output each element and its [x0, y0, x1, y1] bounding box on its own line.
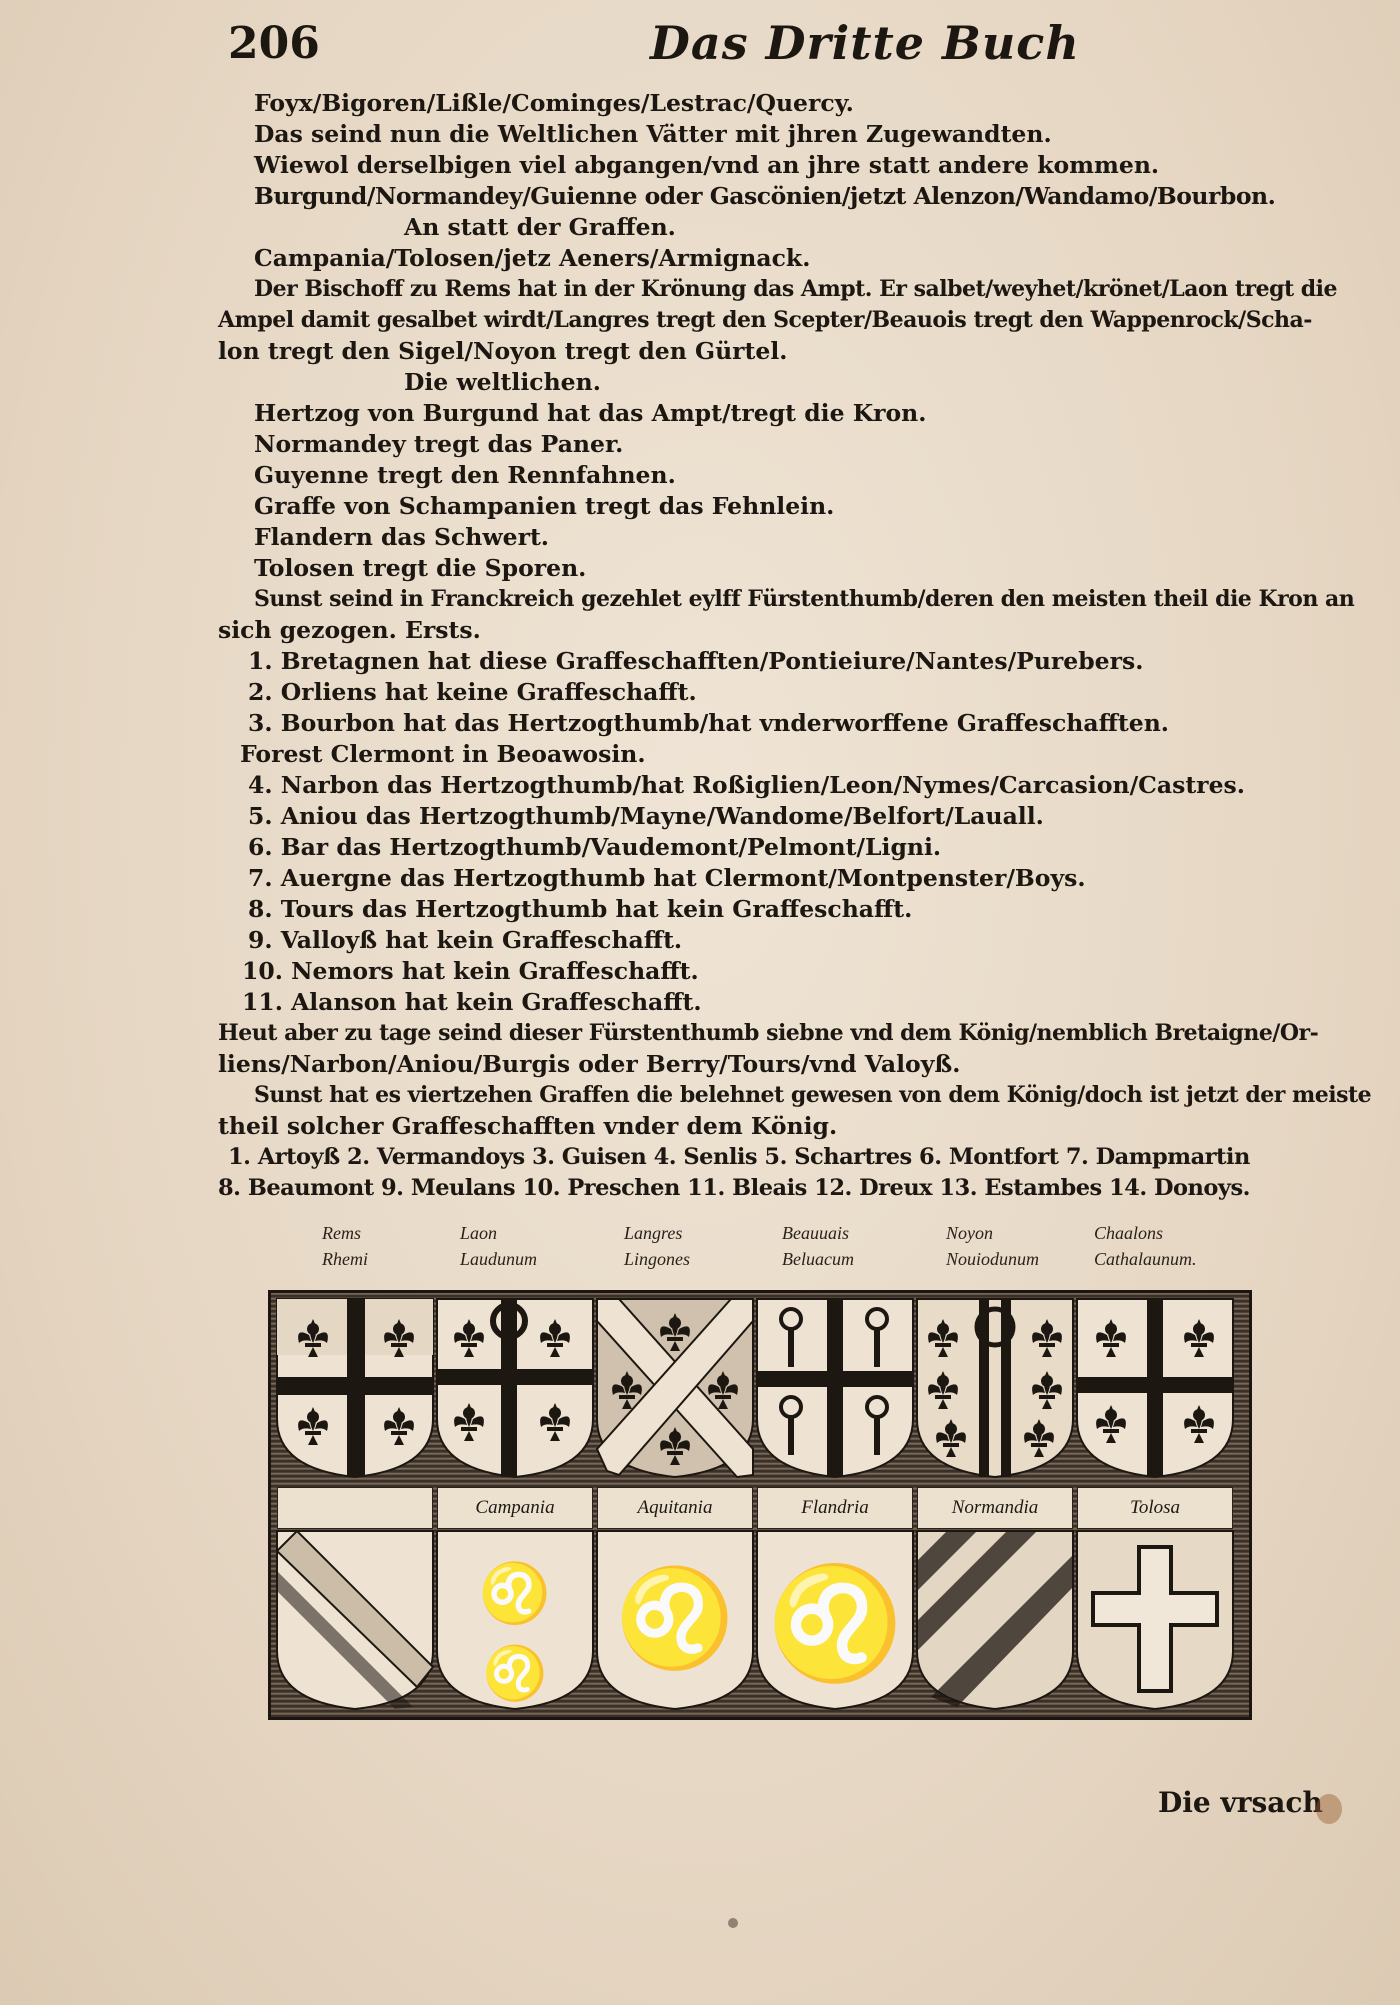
svg-text:♌: ♌ [478, 1559, 552, 1627]
banner-aquitania: Aquitania [597, 1487, 753, 1529]
label-bottom: Nouiodunum [946, 1249, 1040, 1269]
text-line: An statt der Graffen. [404, 213, 676, 241]
text-line: Sunst seind in Franckreich gezehlet eylff Fürstenthumb/deren den meisten theil die Kron an [254, 586, 1355, 612]
arms-flandria [757, 1531, 913, 1709]
text-line: Das seind nun die Weltlichen Vätter mit jhren Zugewandten. [254, 120, 1052, 148]
list-item: 9. Valloyß hat kein Graffeschafft. [248, 926, 683, 954]
arms-normandia [917, 1531, 1073, 1709]
arms-tolosa [1077, 1531, 1233, 1709]
catchword: Die vrsach [1158, 1786, 1323, 1819]
label-bottom: Laudunum [460, 1249, 538, 1269]
label-top: Langres [624, 1223, 683, 1243]
bishop-label [782, 1220, 854, 1272]
arms-campania [437, 1531, 593, 1709]
list-item: 11. Alanson hat kein Graffeschafft. [242, 988, 702, 1016]
svg-text:♌: ♌ [615, 1562, 735, 1674]
text-line: Flandern das Schwert. [254, 523, 549, 551]
paper-stain [728, 1918, 738, 1928]
list-item: 10. Nemors hat kein Graffeschafft. [242, 957, 699, 985]
svg-text:♌: ♌ [482, 1644, 548, 1704]
bishop-label [624, 1220, 690, 1272]
arms-chaalons [1077, 1299, 1233, 1477]
text-line: Die weltlichen. [404, 368, 601, 396]
text-line: Hertzog von Burgund hat das Ampt/tregt die Kron. [254, 399, 927, 427]
list-item: 3. Bourbon hat das Hertzogthumb/hat vnderworffene Graffeschafften. [248, 709, 1169, 737]
text-line: Tolosen tregt die Sporen. [254, 554, 587, 582]
arms-beauvais [757, 1299, 913, 1477]
label-bottom: Lingones [624, 1249, 691, 1269]
text-line: Forest Clermont in Beoawosin. [240, 740, 646, 768]
banner-tolosa: Tolosa [1077, 1487, 1233, 1529]
text-line: Guyenne tregt den Rennfahnen. [254, 461, 676, 489]
label-bottom: Beluacum [782, 1249, 854, 1269]
text-line: Campania/Tolosen/jetz Aeners/Armignack. [254, 244, 811, 272]
banner-flandria: Flandria [757, 1487, 913, 1529]
running-title: Das Dritte Buch [650, 16, 1080, 70]
list-item: 8. Tours das Hertzogthumb hat kein Graffeschafft. [248, 895, 913, 923]
arms-noyon [917, 1299, 1073, 1477]
list-item: 2. Orliens hat keine Graffeschafft. [248, 678, 697, 706]
text-line: lon tregt den Sigel/Noyon tregt den Gürtel. [218, 337, 788, 365]
label-top: Beauuais [782, 1223, 849, 1243]
text-line: Der Bischoff zu Rems hat in der Krönung das Ampt. Er salbet/weyhet/krönet/Laon tregt die [254, 276, 1338, 302]
text-line: 1. Artoyß 2. Vermandoys 3. Guisen 4. Senlis 5. Schartres 6. Montfort 7. Dampmartin [228, 1144, 1250, 1170]
bishop-label [946, 1220, 1039, 1272]
arms-burgundia [277, 1531, 433, 1709]
text-line: Graffe von Schampanien tregt das Fehnlein. [254, 492, 835, 520]
text-line: sich gezogen. Ersts. [218, 616, 481, 644]
text-line: Sunst hat es viertzehen Graffen die belehnet gewesen von dem König/doch ist jetzt der meiste [254, 1082, 1372, 1108]
list-item: 5. Aniou das Hertzogthumb/Mayne/Wandome/Belfort/Lauall. [248, 802, 1044, 830]
bishop-label [322, 1220, 368, 1272]
label-top: Chaalons [1094, 1223, 1164, 1243]
svg-text:♌: ♌ [766, 1559, 904, 1687]
text-line: Foyx/Bigoren/Lißle/Cominges/Lestrac/Quercy. [254, 89, 854, 117]
arms-laon [437, 1299, 593, 1477]
page-number: 206 [228, 18, 320, 69]
coats-of-arms-woodcut [268, 1290, 1252, 1720]
banner-normandia: Normandia [917, 1487, 1073, 1529]
paper-stain [1316, 1794, 1342, 1824]
label-top: Noyon [946, 1223, 993, 1243]
arms-langres [597, 1299, 753, 1477]
banner-blank [277, 1487, 433, 1529]
text-line: Normandey tregt das Paner. [254, 430, 624, 458]
text-line: Heut aber zu tage seind dieser Fürstenthumb siebne vnd dem König/nemblich Bretaigne/Or- [218, 1020, 1319, 1046]
text-line: Wiewol derselbigen viel abgangen/vnd an jhre statt andere kommen. [254, 151, 1160, 179]
list-item: 1. Bretagnen hat diese Graffeschafften/Pontieiure/Nantes/Purebers. [248, 647, 1144, 675]
text-line: 8. Beaumont 9. Meulans 10. Preschen 11. Bleais 12. Dreux 13. Estambes 14. Donoys. [218, 1175, 1250, 1201]
list-item: 4. Narbon das Hertzogthumb/hat Roßiglien/Leon/Nymes/Carcasion/Castres. [248, 771, 1245, 799]
list-item: 7. Auergne das Hertzogthumb hat Clermont/Montpenster/Boys. [248, 864, 1086, 892]
text-line: theil solcher Graffeschafften vnder dem König. [218, 1112, 838, 1140]
banner-campania: Campania [437, 1487, 593, 1529]
text-line: Burgund/Normandey/Guienne oder Gascönien/jetzt Alenzon/Wandamo/Bourbon. [254, 182, 1276, 210]
text-line: liens/Narbon/Aniou/Burgis oder Berry/Tours/vnd Valoyß. [218, 1050, 961, 1078]
list-item: 6. Bar das Hertzogthumb/Vaudemont/Pelmont/Ligni. [248, 833, 942, 861]
bishop-label [460, 1220, 537, 1272]
text-line: Ampel damit gesalbet wirdt/Langres tregt den Scepter/Beauois tregt den Wappenrock/Scha- [218, 307, 1312, 333]
label-bottom: Rhemi [322, 1249, 368, 1269]
bishop-label [1094, 1220, 1197, 1272]
label-top: Rems [322, 1223, 361, 1243]
arms-aquitania [597, 1531, 753, 1709]
label-top: Laon [460, 1223, 498, 1243]
arms-rems [277, 1299, 433, 1477]
label-bottom: Cathalaunum. [1094, 1249, 1197, 1269]
